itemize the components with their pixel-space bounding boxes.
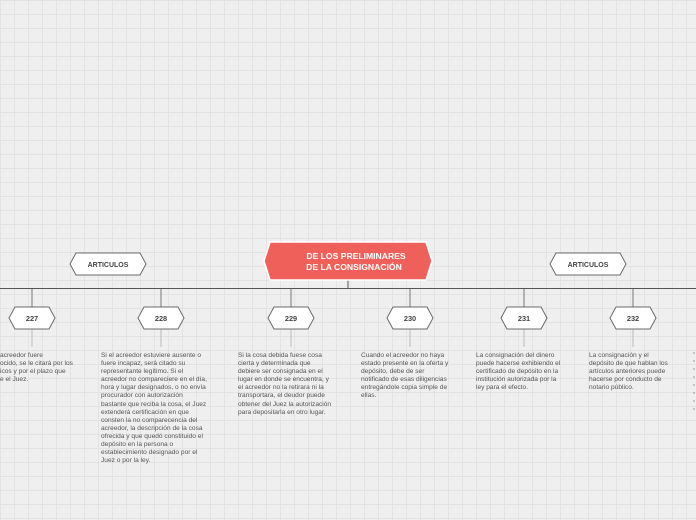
text-line: representante legítimo. Si el [101,368,184,376]
article-text-228 [101,352,226,465]
text-line: e el Juez. [0,376,29,384]
article-number: 228 [154,314,168,323]
article-text-229 [238,352,353,417]
text-line: hora y lugar designados, o no envía [101,384,206,392]
text-line: Juez o por la ley. [101,457,151,465]
text-line: hacerse por conducto de [589,376,662,384]
article-node-232[interactable] [610,307,656,329]
article-node-231[interactable] [501,307,547,329]
text-line: obtener del Juez la autorización [238,400,332,408]
text-line: Si la cosa debida fuese cosa [238,352,322,359]
article-number: 227 [25,314,39,323]
text-line: certificado de depósito en la [476,368,559,376]
text-line: notificado de esas diligencias [361,376,447,384]
text-line: depósito de que hablan los [589,360,668,368]
text-line: para depositarla en otro lugar. [238,408,326,416]
text-line: La consignación del dinero [476,352,555,359]
article-number: 230 [403,314,417,323]
article-node-230[interactable] [387,307,433,329]
central-topic-line2: DE LA CONSIGNACIÓN [306,262,402,272]
text-line: ocido, se le citará por los [0,360,73,368]
text-line: ofrecida y que quedó constituido el [101,432,203,440]
text-line: debiere ser consignada en el [238,368,323,376]
article-node-228[interactable] [138,307,184,329]
central-topic-shape [264,242,432,280]
text-line: Cuando el acreedor no haya [361,352,445,359]
category-label: ARTICULOS [567,262,609,269]
central-topic-line1: DE LOS PRELIMINARES [306,251,406,261]
text-line: cierta y determinada que [238,360,311,368]
text-line: bastante que reciba la cosa, el Juez [101,400,207,408]
text-line: ley para el efecto. [476,384,529,392]
text-line: puede hacerse exhibiendo el [476,360,561,368]
article-number: 231 [517,314,531,323]
text-line: artículos anteriores puede [589,368,666,376]
text-line: el acreedor no la retirara ni la [238,384,324,392]
article-text-227 [0,352,90,384]
article-text-232 [589,352,689,392]
text-line: acreedor fuere [0,352,43,359]
text-line: entregándole copia simple de [361,384,448,392]
text-line: transportara, el deudor puede [238,392,325,400]
articulos-node-right[interactable] [550,253,626,275]
text-line: acreedor, la descripción de la cosa [101,424,203,432]
text-line: fuere incapaz, será citado su [101,360,186,368]
article-node-227[interactable] [9,307,55,329]
article-number: 232 [626,314,640,323]
article-text-230 [361,352,469,401]
articulos-node-left[interactable] [70,253,146,275]
article-text-231 [476,352,580,392]
text-line: Si el acreedor estuviere ausente o [101,352,202,359]
text-line: establecimiento designado por el [101,449,198,457]
article-node-229[interactable] [268,307,314,329]
text-line: procurador con autorización [101,392,183,400]
central-topic-node[interactable] [264,242,432,280]
text-line: depósito en la persona o [101,441,174,449]
text-line: estado presente en la oferta y [361,360,449,368]
text-line: lugar en donde se encuentra, y [238,376,329,384]
text-line: La consignación y el [589,352,649,359]
text-line: depósito, debe de ser [361,368,425,376]
text-line: notario público. [589,384,634,392]
text-line: extenderá certificación en que [101,408,189,416]
article-number: 229 [284,314,298,323]
text-line: institución autorizada por la [476,376,557,384]
text-line: ellas. [361,392,377,400]
text-line: consten la no comparecencia del [101,416,198,424]
text-line: acreedor no compareciere en el día, [101,376,207,384]
category-label: ARTICULOS [87,262,129,269]
text-line: icos y por el plazo que [0,368,66,376]
